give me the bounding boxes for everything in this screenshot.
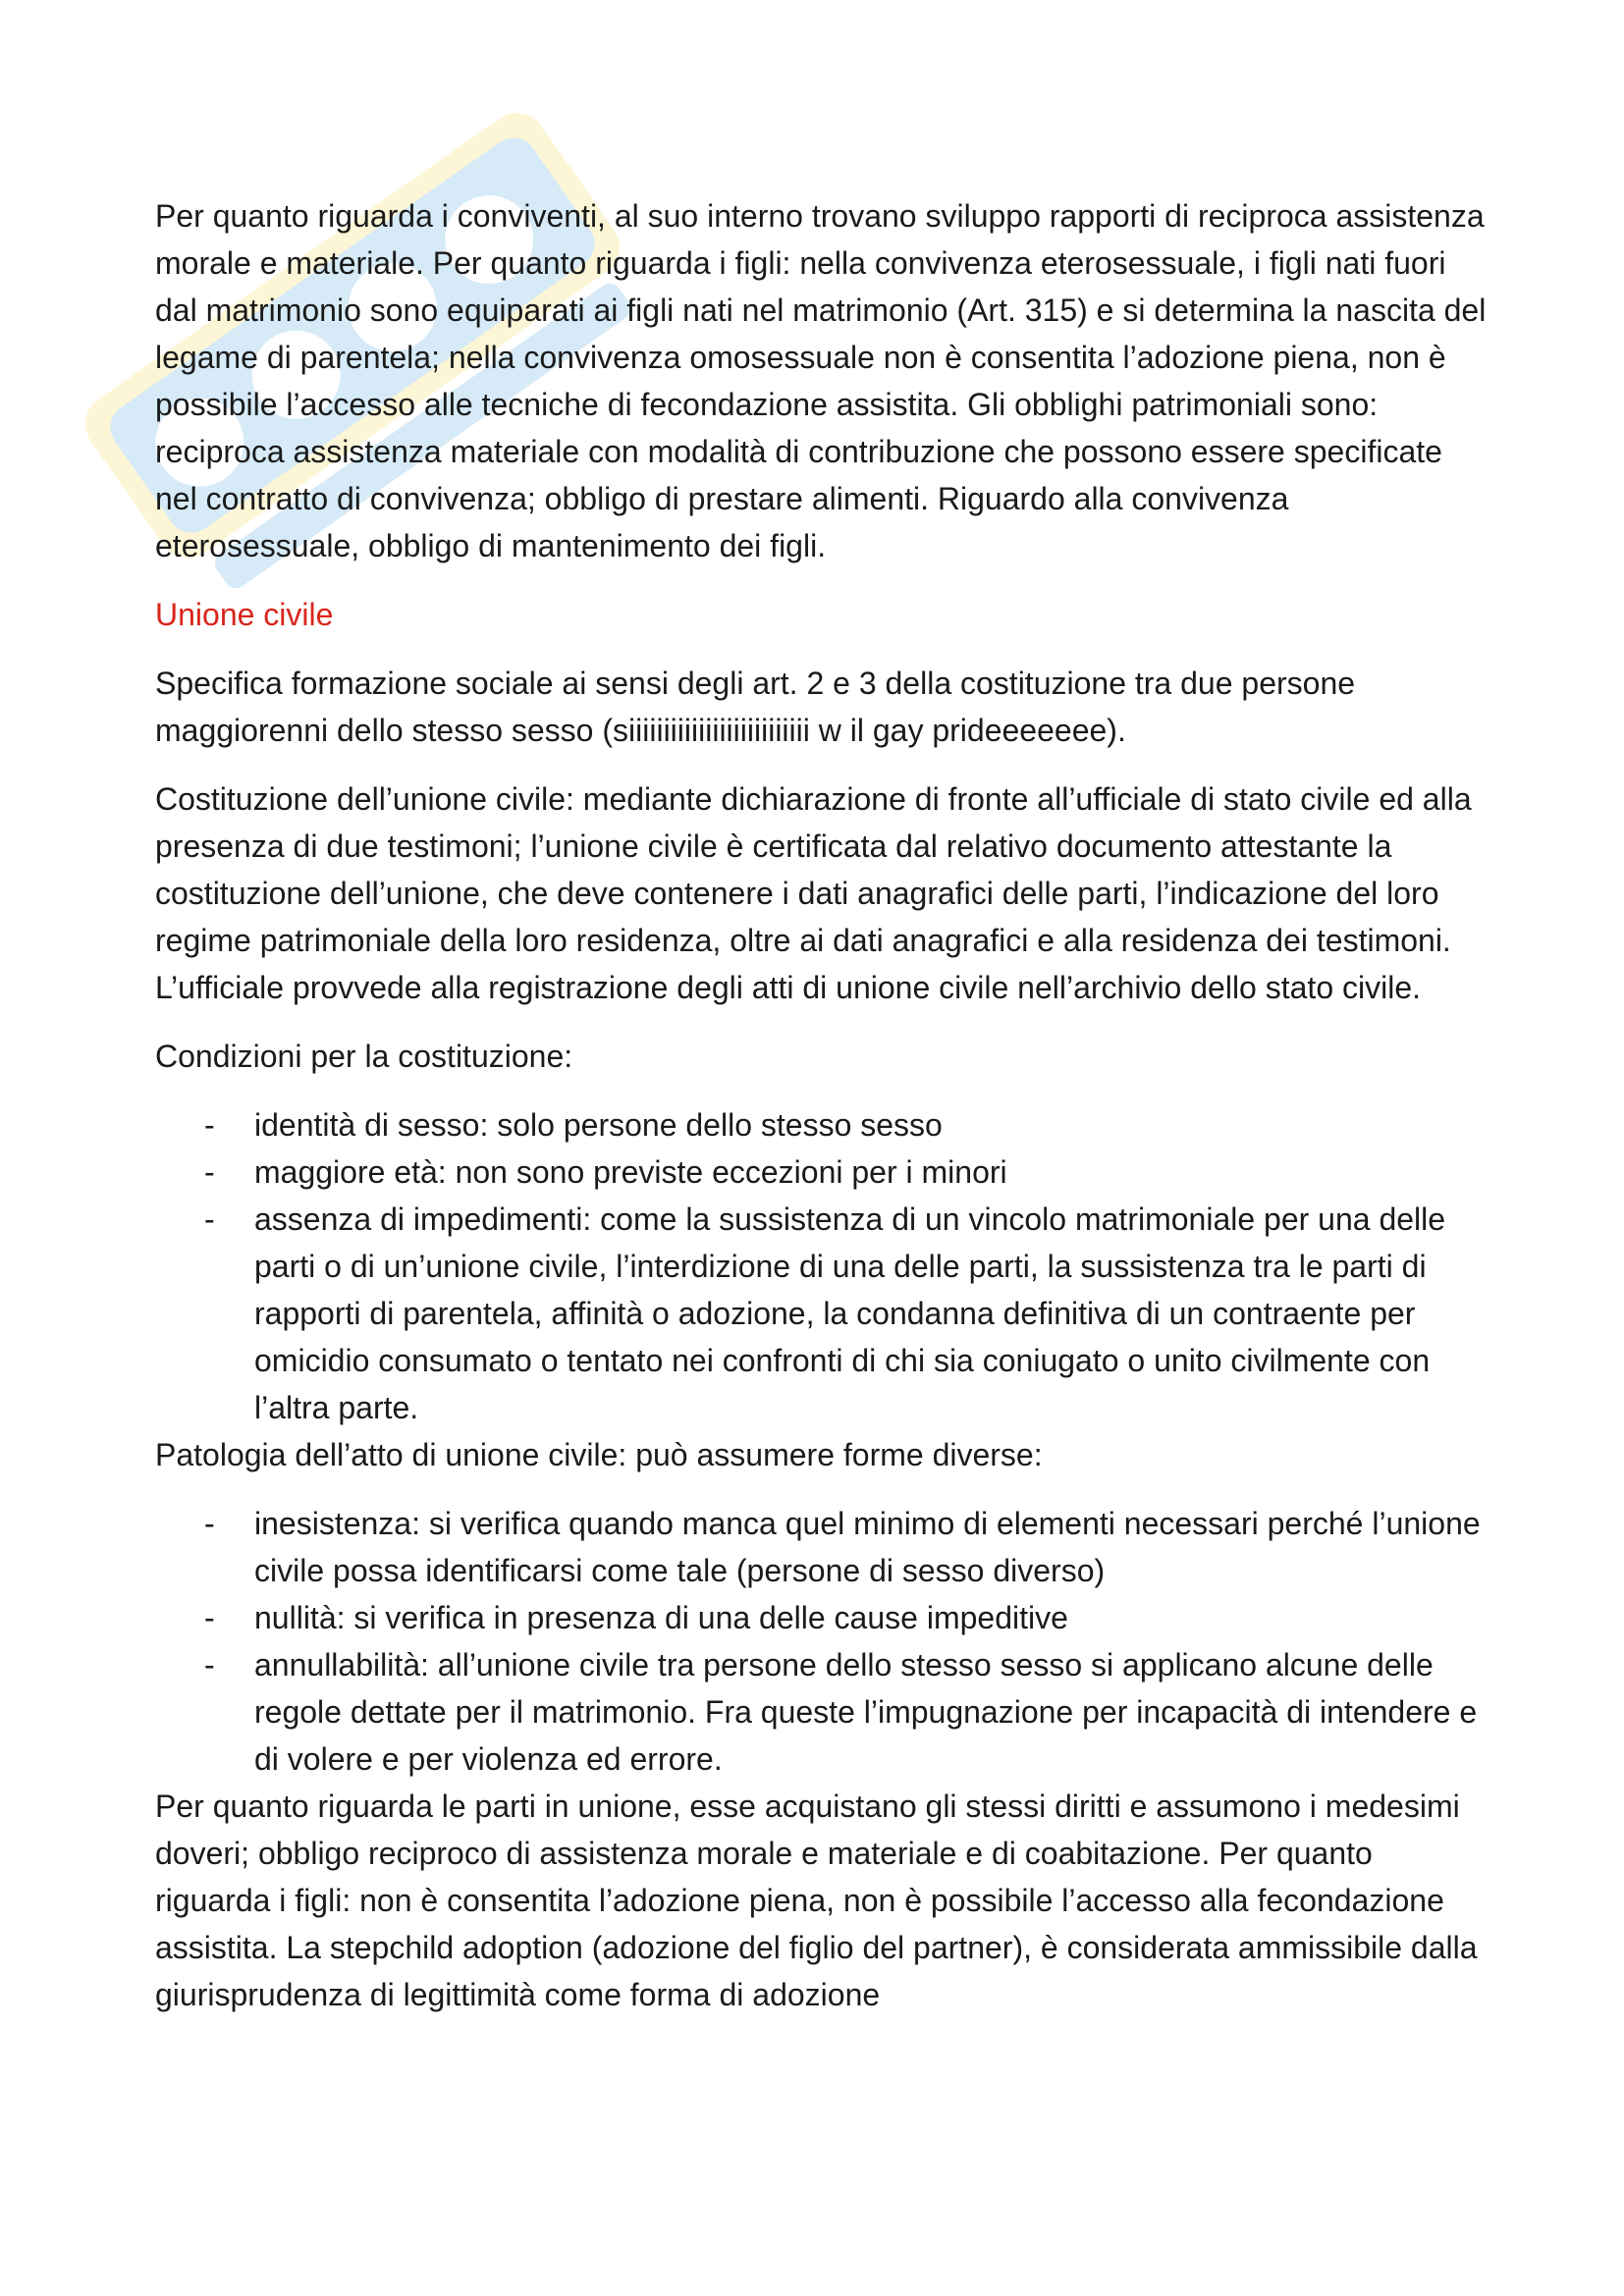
- list-item: - inesistenza: si verifica quando manca quel minimo di elementi necessari perché l’unione civile possa identificarsi come tale (persone di sesso diverso): [155, 1500, 1490, 1594]
- document-page: [155, 192, 1490, 2018]
- paragraph-parti-figli: Per quanto riguarda le parti in unione, esse acquistano gli stessi diritti e assumono i medesimi doveri; obbligo reciproco di assistenza morale e materiale e di coabitazione. Per quanto riguarda i figli: non è consentita l’adozione piena, non è possibile l’accesso alla fecondazione assistita. La stepchild adoption (adozione del figlio del partner), è considerata ammissibile dalla giurisprudenza di legittimità come forma di adozione: [155, 1789, 1478, 2012]
- paragraph-definizione: Specifica formazione sociale ai sensi degli art. 2 e 3 della costituzione tra due persone maggiorenni dello stesso sesso (siiiiiiiiiiiiiiiiiiiiiiiiii w il gay prideeeeeee).: [155, 666, 1356, 748]
- section-heading-unione-civile: Unione civile: [155, 597, 334, 632]
- paragraph-condizioni-intro: Condizioni per la costituzione:: [155, 1039, 573, 1074]
- paragraph-conviventi: Per quanto riguarda i conviventi, al suo interno trovano sviluppo rapporti di reciproca assistenza morale e materiale. Per quanto riguarda i figli: nella convivenza eterosessuale, i figli nati fuori dal matrimonio sono equiparati ai figli nati nel matrimonio (Art. 315) e si determina la nascita del legame di parentela; nella convivenza omosessuale non è consentita l’adozione piena, non è possibile l’accesso alle tecniche di fecondazione assistita. Gli obblighi patrimoniali sono: reciproca assistenza materiale con modalità di contribuzione che possono essere specificate nel contratto di convivenza; obbligo di prestare alimenti. Riguardo alla convivenza eterosessuale, obbligo di mantenimento dei figli.: [155, 198, 1487, 563]
- list-item: - nullità: si verifica in presenza di una delle cause impeditive: [155, 1594, 1490, 1641]
- paragraph-patologia-intro: Patologia dell’atto di unione civile: può assumere forme diverse:: [155, 1437, 1043, 1472]
- list-item: - assenza di impedimenti: come la sussistenza di un vincolo matrimoniale per una delle parti o di un’unione civile, l’interdizione di una delle parti, la sussistenza tra le parti di rapporti di parentela, affinità o adozione, la condanna definitiva di un contraente per omicidio consumato o tentato nei confronti di chi sia coniugato o unito civilmente con l’altra parte.: [155, 1196, 1490, 1431]
- list-item: - maggiore età: non sono previste eccezioni per i minori: [155, 1148, 1490, 1196]
- paragraph-costituzione: Costituzione dell’unione civile: mediante dichiarazione di fronte all’ufficiale di stato civile ed alla presenza di due testimoni; l’unione civile è certificata dal relativo documento attestante la costituzione dell’unione, che deve contenere i dati anagrafici delle parti, l’indicazione del loro regime patrimoniale della loro residenza, oltre ai dati anagrafici e alla residenza dei testimoni. L’ufficiale provvede alla registrazione degli atti di unione civile nell’archivio dello stato civile.: [155, 781, 1472, 1005]
- list-item: - identità di sesso: solo persone dello stesso sesso: [155, 1101, 1490, 1148]
- list-item: - annullabilità: all’unione civile tra persone dello stesso sesso si applicano alcune delle regole dettate per il matrimonio. Fra queste l’impugnazione per incapacità di intendere e di volere e per violenza ed errore.: [155, 1641, 1490, 1783]
- conditions-list: [155, 1101, 1490, 1431]
- pathology-list: [155, 1500, 1490, 1783]
